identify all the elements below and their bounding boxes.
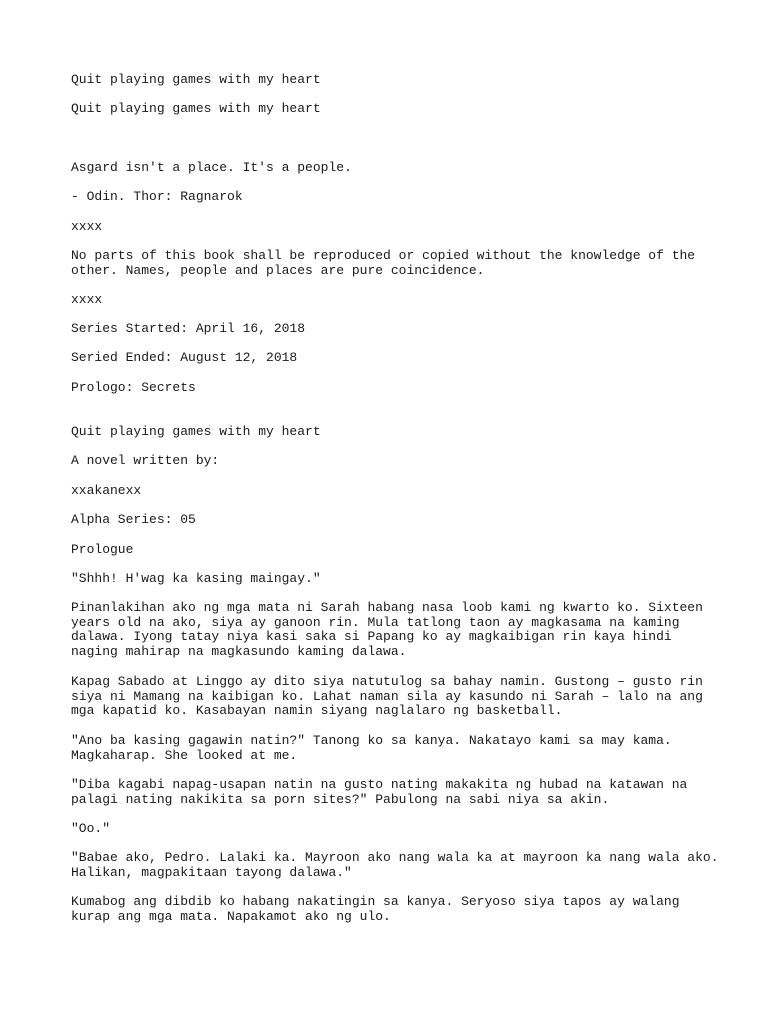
- author-label: A novel written by:: [71, 453, 220, 468]
- body-paragraph: "Oo.": [71, 821, 111, 836]
- section-separator: xxxx: [71, 219, 103, 234]
- book-title: Quit playing games with my heart: [71, 72, 321, 87]
- body-paragraph: "Ano ba kasing gagawin natin?" Tanong ko sa kanya. Nakatayo kami sa may kama. Magkaharap. She looked at me.: [71, 733, 672, 763]
- prologue-heading: Prologo: Secrets: [71, 380, 196, 395]
- body-paragraph: Pinanlakihan ako ng mga mata ni Sarah habang nasa loob kami ng kwarto ko. Sixteen years old na ako, siya ay ganoon rin. Mula tatlong taon ay magkasama na kaming dalawa. Iyong tatay niya kasi saka si Papang ko ay magkaibigan rin kaya hindi naging mahirap na magkasundo kaming dalawa.: [71, 600, 703, 660]
- body-paragraph: "Shhh! H'wag ka kasing maingay.": [71, 571, 321, 586]
- series-started: Series Started: April 16, 2018: [71, 321, 306, 336]
- body-paragraph: Kumabog ang dibdib ko habang nakatingin sa kanya. Seryoso siya tapos ay walang kurap ang mga mata. Napakamot ako ng ulo.: [71, 894, 680, 924]
- epigraph-quote: Asgard isn't a place. It's a people.: [71, 160, 352, 175]
- author-name: xxakanexx: [71, 483, 142, 498]
- epigraph-attribution: - Odin. Thor: Ragnarok: [71, 189, 243, 204]
- series-ended: Seried Ended: August 12, 2018: [71, 350, 298, 365]
- novel-title: Quit playing games with my heart: [71, 424, 321, 439]
- body-paragraph: Kapag Sabado at Linggo ay dito siya natutulog sa bahay namin. Gustong – gusto rin siya ni Mamang na kaibigan ko. Lahat naman sila ay kasundo ni Sarah – lalo na ang mga kapatid ko. Kasabayan namin siyang naglalaro ng basketball.: [71, 674, 703, 719]
- series-number: Alpha Series: 05: [71, 512, 196, 527]
- body-paragraph: "Diba kagabi napag-usapan natin na gusto nating makakita ng hubad na katawan na palagi nating nakikita sa porn sites?" Pabulong na sabi niya sa akin.: [71, 777, 688, 807]
- section-separator: xxxx: [71, 292, 103, 307]
- chapter-heading: Prologue: [71, 542, 134, 557]
- body-paragraph: "Babae ako, Pedro. Lalaki ka. Mayroon ako nang wala ka at mayroon ka nang wala ako. Halikan, magpakitaan tayong dalawa.": [71, 850, 719, 880]
- copyright-notice: No parts of this book shall be reproduced or copied without the knowledge of the other. Names, people and places are pure coincidence.: [71, 248, 696, 278]
- book-title-repeat: Quit playing games with my heart: [71, 101, 321, 116]
